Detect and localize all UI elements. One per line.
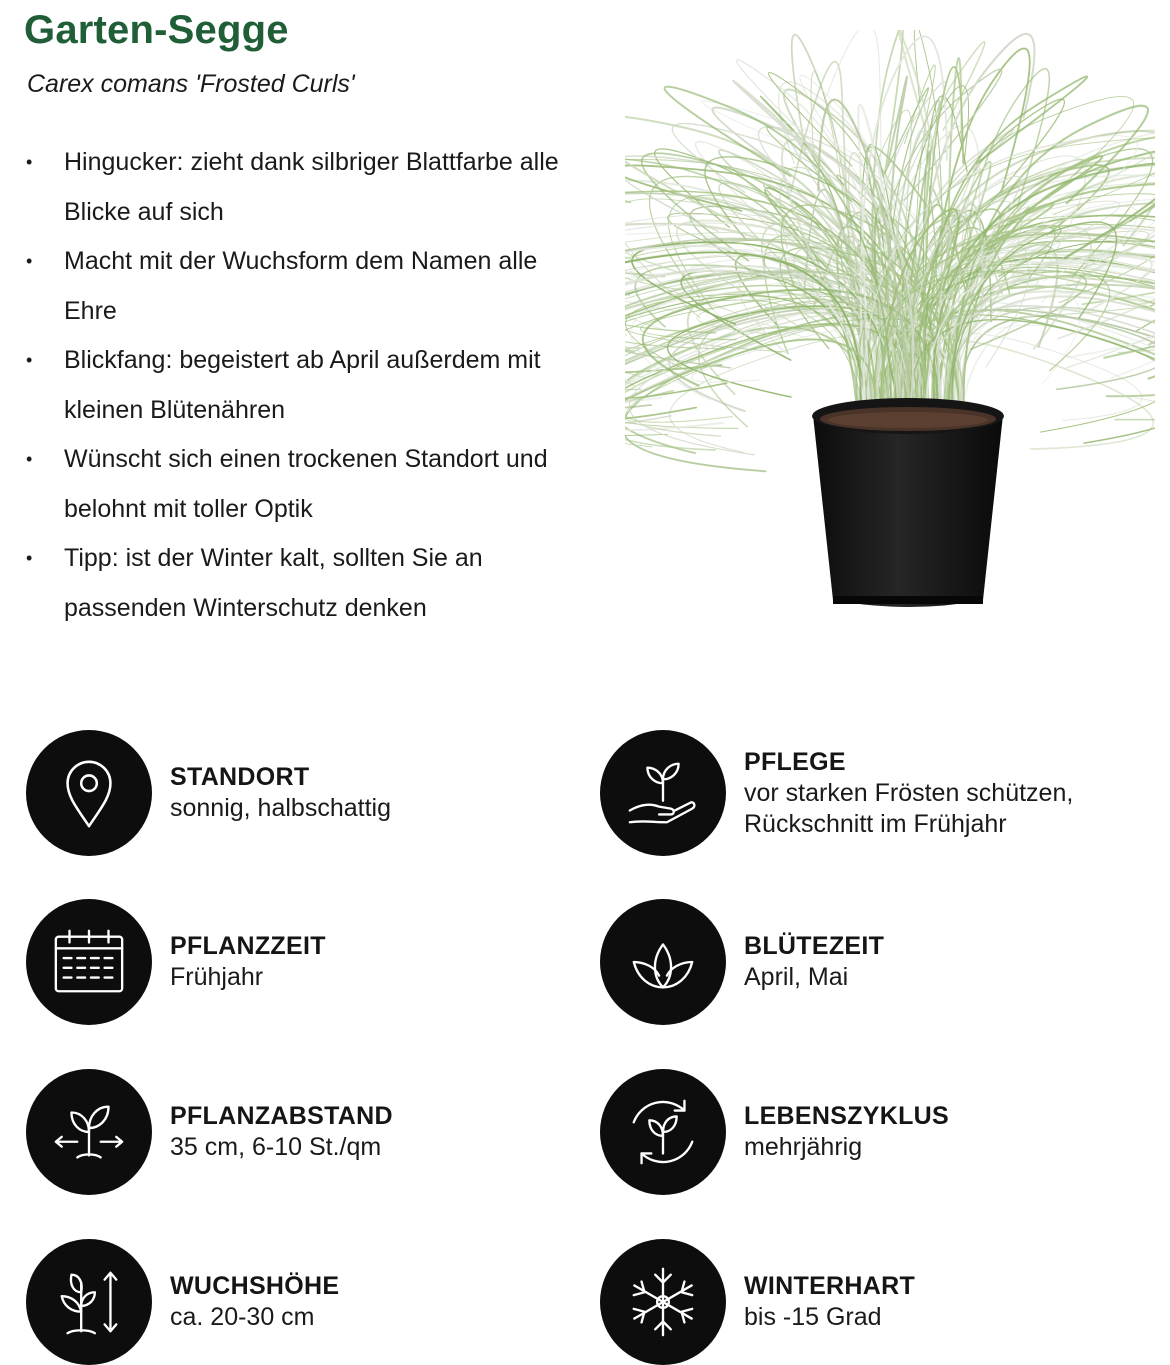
feature-value: mehrjährig — [744, 1133, 863, 1161]
feature-label: PFLEGE — [744, 747, 846, 776]
plant-spacing-icon — [26, 1069, 152, 1195]
calendar-icon — [26, 899, 152, 1025]
feature-label: WUCHSHÖHE — [170, 1272, 340, 1300]
feature-value: Frühjahr — [170, 963, 264, 991]
hand-seedling-icon — [600, 730, 726, 856]
feature-label: BLÜTEZEIT — [744, 932, 885, 960]
feature-label: LEBENSZYKLUS — [744, 1102, 950, 1130]
feature-winterhart — [600, 1239, 1140, 1365]
location-pin-icon — [26, 730, 152, 856]
bullet-item: • Hingucker: zieht dank silbriger Blattfarbe alle Blicke auf sich — [24, 138, 584, 237]
product-image — [625, 30, 1155, 620]
bullet-dot-icon: • — [26, 350, 33, 370]
bullet-dot-icon: • — [26, 449, 33, 469]
feature-label: STANDORT — [170, 763, 310, 791]
botanical-name: Carex comans 'Frosted Curls' — [27, 70, 355, 98]
snowflake-icon — [600, 1239, 726, 1365]
feature-value: ca. 20-30 cm — [170, 1303, 315, 1331]
feature-wuchshoehe — [26, 1239, 566, 1365]
product-title: Garten-Segge — [24, 8, 289, 52]
bullet-item: • Tipp: ist der Winter kalt, sollten Sie an passenden Winterschutz denken — [24, 534, 584, 633]
feature-pflanzzeit — [26, 899, 566, 1025]
feature-pflanzabstand — [26, 1069, 566, 1195]
flower-icon — [600, 899, 726, 1025]
feature-value: April, Mai — [744, 963, 849, 991]
feature-label: PFLANZZEIT — [170, 932, 326, 960]
feature-value: vor starken Frösten schützen, Rückschnitt im Frühjahr — [744, 778, 1074, 838]
feature-lebenszyklus — [600, 1069, 1140, 1195]
bullet-item: • Macht mit der Wuchsform dem Namen alle Ehre — [24, 237, 584, 336]
feature-pflege — [600, 730, 1140, 856]
feature-value: 35 cm, 6-10 St./qm — [170, 1133, 382, 1161]
bullet-dot-icon: • — [26, 548, 33, 568]
feature-label: WINTERHART — [744, 1272, 916, 1300]
bullet-item: • Wünscht sich einen trockenen Standort und belohnt mit toller Optik — [24, 435, 584, 534]
bullet-item: • Blickfang: begeistert ab April außerdem mit kleinen Blütenähren — [24, 336, 584, 435]
bullet-dot-icon: • — [26, 152, 33, 172]
feature-bluetezeit — [600, 899, 1140, 1025]
life-cycle-icon — [600, 1069, 726, 1195]
feature-bullet-list — [24, 138, 584, 633]
bullet-dot-icon: • — [26, 251, 33, 271]
feature-value: sonnig, halbschattig — [170, 794, 391, 822]
feature-label: PFLANZABSTAND — [170, 1102, 393, 1130]
growth-height-icon — [26, 1239, 152, 1365]
feature-value: bis -15 Grad — [744, 1303, 882, 1331]
feature-standort — [26, 730, 566, 856]
